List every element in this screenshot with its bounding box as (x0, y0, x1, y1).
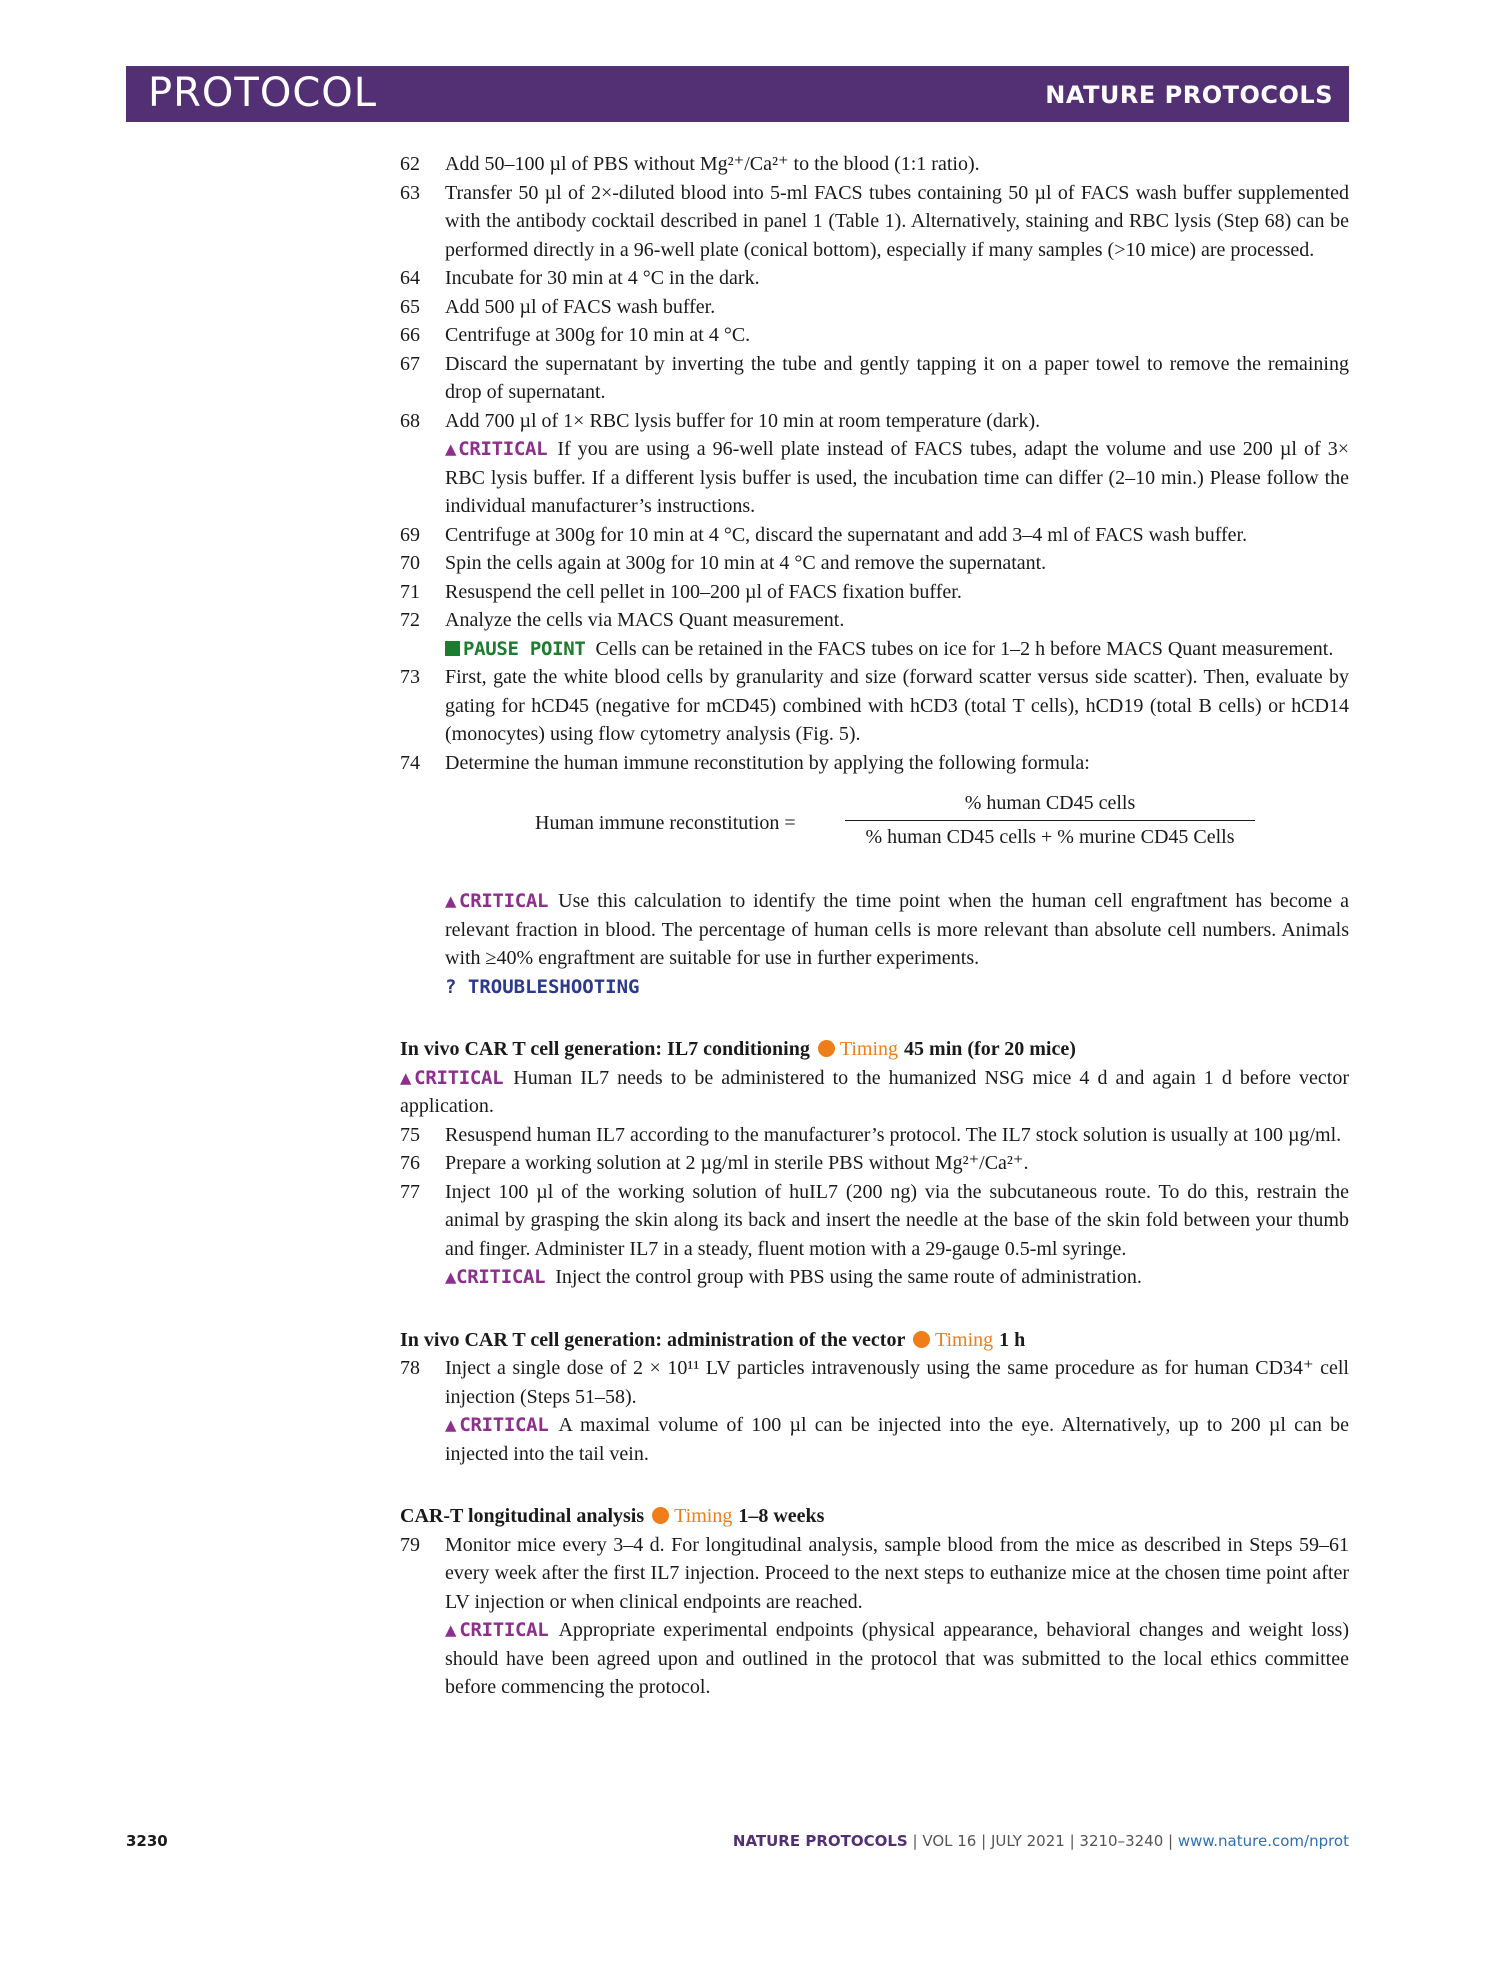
step-63 (400, 179, 1349, 265)
section-title: In vivo CAR T cell generation: administration of the vector (400, 1328, 905, 1351)
formula-lhs: Human immune reconstitution = (535, 812, 796, 834)
step-68 (400, 407, 1349, 436)
step-text: Centrifuge at 300g for 10 min at 4 °C, discard the supernatant and add 3–4 ml of FACS wash buffer. (445, 523, 1248, 546)
timing-dot-icon (652, 1507, 669, 1524)
formula-numerator: % human CD45 cells (845, 789, 1255, 821)
step-number: 77 (400, 1180, 420, 1203)
steps-69-72 (400, 521, 1349, 635)
timing-value: 1 h (999, 1328, 1026, 1351)
step-62 (400, 150, 1349, 179)
step-77 (400, 1178, 1349, 1264)
step-73 (400, 663, 1349, 749)
step-text: Analyze the cells via MACS Quant measurement. (445, 609, 845, 631)
timing-label: Timing (934, 1328, 994, 1351)
critical-label: ▲CRITICAL (445, 1414, 549, 1436)
page-number: 3230 (126, 1832, 168, 1850)
step-text: Monitor mice every 3–4 d. For longitudinal analysis, sample blood from the mice as described in Steps 59–61 every week after the first IL7 injection. Proceed to the next steps to euthanize mice at the chosen time point after LV injection or when clinical endpoints are reached. (445, 1533, 1349, 1613)
step-number: 79 (400, 1533, 420, 1556)
step-text: Add 700 µl of 1× RBC lysis buffer for 10 min at room temperature (dark). (445, 409, 1041, 432)
step-number: 68 (400, 409, 420, 432)
critical-label: ▲CRITICAL (400, 1066, 504, 1089)
section-heading-il7 (400, 1035, 1349, 1064)
footer-volume-info: | VOL 16 | JULY 2021 | 3210–3240 | (912, 1832, 1174, 1850)
step-text: Prepare a working solution at 2 µg/ml in sterile PBS without Mg²⁺/Ca²⁺. (445, 1152, 1029, 1174)
step-number: 71 (400, 580, 420, 603)
critical-text: Use this calculation to identify the time point when the human cell engraftment has become a relevant fraction in blood. The percentage of human cells is more relevant than absolute cell numbers. Animals with ≥40% engraftment are suitable for use in further experiments. (445, 890, 1349, 969)
step-text: Centrifuge at 300g for 10 min at 4 °C. (445, 324, 751, 346)
footer-url-link[interactable]: www.nature.com/nprot (1177, 1832, 1349, 1850)
step-text: Transfer 50 µl of 2×-diluted blood into 5-ml FACS tubes containing 50 µl of FACS wash buffer supplemented with the antibody cocktail described in panel 1 (Table 1). Alternatively, staining and RBC lysis (Step 68) can be performed directly in a 96-well plate (conical bottom), especially if many samples (>10 mice) are processed. (445, 181, 1349, 261)
header-journal-label: NATURE PROTOCOLS (1045, 81, 1333, 109)
step-number: 69 (400, 523, 420, 546)
step-text: Discard the supernatant by inverting the tube and gently tapping it on a paper towel to remove the remaining drop of supernatant. (445, 352, 1349, 403)
step-text: Add 50–100 µl of PBS without Mg²⁺/Ca²⁺ to the blood (1:1 ratio). (445, 153, 980, 175)
critical-note-79 (400, 1616, 1349, 1702)
steps-73-74 (400, 663, 1349, 777)
step-79 (400, 1531, 1349, 1617)
step-number: 73 (400, 666, 420, 688)
step-text: First, gate the white blood cells by granularity and size (forward scatter versus side scatter). Then, evaluate by gating for hCD45 (negative for mCD45) combined with hCD3 (total T cells), hCD19 (total B cells) or hCD14 (monocytes) using flow cytometry analysis (Fig. 5). (445, 666, 1349, 745)
step-text: Add 500 µl of FACS wash buffer. (445, 295, 716, 318)
step-number: 64 (400, 267, 420, 289)
section-heading-longitudinal (400, 1502, 1349, 1531)
timing-dot-icon (913, 1331, 930, 1348)
troubleshooting-link[interactable]: ? TROUBLESHOOTING (445, 975, 640, 998)
step-number: 66 (400, 324, 420, 346)
step-number: 70 (400, 552, 420, 574)
critical-note-il7 (400, 1064, 1349, 1121)
step-text: Resuspend human IL7 according to the manufacturer’s protocol. The IL7 stock solution is usually at 100 µg/ml. (445, 1123, 1342, 1146)
formula-fraction (845, 789, 1255, 851)
step-76 (400, 1149, 1349, 1178)
step-number: 63 (400, 181, 420, 204)
step-number: 75 (400, 1123, 420, 1146)
step-number: 78 (400, 1357, 420, 1379)
pause-point-note (400, 635, 1349, 664)
pause-point-text: Cells can be retained in the FACS tubes on ice for 1–2 h before MACS Quant measurement. (595, 637, 1334, 660)
step-text: Inject 100 µl of the working solution of huIL7 (200 ng) via the subcutaneous route. To do this, restrain the animal by grasping the skin along its back and insert the needle at the base of the skin fold between your thumb and finger. Administer IL7 in a steady, fluent motion with a 29-gauge 0.5-ml syringe. (445, 1180, 1349, 1260)
critical-text: If you are using a 96-well plate instead of FACS tubes, adapt the volume and use 200 µl of 3× RBC lysis buffer. If a different lysis buffer is used, the incubation time can differ (2–10 min.) Please follow the individual manufacturer’s instructions. (445, 438, 1349, 517)
critical-label: ▲CRITICAL (445, 438, 548, 460)
step-number: 62 (400, 153, 420, 175)
page-footer (126, 1832, 1349, 1856)
timing-dot-icon (818, 1040, 835, 1057)
step-70 (400, 549, 1349, 578)
timing-label: Timing (674, 1505, 733, 1527)
step-number: 65 (400, 295, 420, 318)
step-78 (400, 1354, 1349, 1411)
timing-value: 1–8 weeks (738, 1505, 825, 1527)
header-protocol-label: PROTOCOL (148, 70, 378, 116)
critical-note-78 (400, 1411, 1349, 1468)
section-title: In vivo CAR T cell generation: IL7 conditioning (400, 1038, 810, 1060)
critical-label: ▲CRITICAL (445, 1619, 549, 1641)
critical-text: A maximal volume of 100 µl can be injected into the eye. Alternatively, up to 200 µl can be injected into the tail vein. (445, 1414, 1349, 1465)
section-title: CAR-T longitudinal analysis (400, 1505, 645, 1527)
step-text: Inject a single dose of 2 × 10¹¹ LV particles intravenously using the same procedure as for human CD34⁺ cell injection (Steps 51–58). (445, 1357, 1349, 1408)
pause-square-icon (445, 641, 460, 656)
formula-denominator: % human CD45 cells + % murine CD45 Cells (865, 825, 1235, 848)
timing-label: Timing (839, 1038, 899, 1060)
critical-note-77 (400, 1263, 1349, 1292)
step-65 (400, 293, 1349, 322)
critical-text: Appropriate experimental endpoints (physical appearance, behavioral changes and weight loss) should have been agreed upon and outlined in the protocol that was submitted to the local ethics committee before commencing the protocol. (445, 1619, 1349, 1698)
protocol-content (400, 150, 1349, 1702)
footer-journal: NATURE PROTOCOLS (732, 1832, 908, 1850)
critical-text: Inject the control group with PBS using the same route of administration. (555, 1266, 1142, 1288)
step-66 (400, 321, 1349, 350)
reconstitution-formula (400, 789, 1349, 857)
steps-75-77 (400, 1121, 1349, 1264)
step-64 (400, 264, 1349, 293)
step-67 (400, 350, 1349, 407)
step-69 (400, 521, 1349, 550)
step-text: Determine the human immune reconstitution by applying the following formula: (445, 751, 1090, 774)
steps-62-68 (400, 150, 1349, 435)
critical-text: Human IL7 needs to be administered to the humanized NSG mice 4 d and again 1 d before vector application. (400, 1066, 1349, 1117)
page-header (126, 66, 1349, 122)
section-heading-vector (400, 1326, 1349, 1355)
step-number: 67 (400, 352, 420, 375)
step-text: Resuspend the cell pellet in 100–200 µl of FACS fixation buffer. (445, 580, 962, 603)
timing-value: 45 min (for 20 mice) (904, 1038, 1076, 1060)
step-text: Incubate for 30 min at 4 °C in the dark. (445, 267, 760, 289)
step-75 (400, 1121, 1349, 1150)
critical-note-74 (400, 887, 1349, 973)
pause-point-label: PAUSE POINT (463, 637, 586, 660)
step-text: Spin the cells again at 300g for 10 min at 4 °C and remove the supernatant. (445, 552, 1047, 574)
step-72 (400, 606, 1349, 635)
critical-label: ▲CRITICAL (445, 890, 549, 912)
step-number: 74 (400, 751, 420, 774)
step-71 (400, 578, 1349, 607)
critical-note-68 (400, 435, 1349, 521)
step-number: 76 (400, 1152, 420, 1174)
step-number: 72 (400, 609, 420, 631)
critical-label: ▲CRITICAL (445, 1266, 546, 1288)
footer-citation (733, 1832, 1349, 1850)
step-74 (400, 749, 1349, 778)
